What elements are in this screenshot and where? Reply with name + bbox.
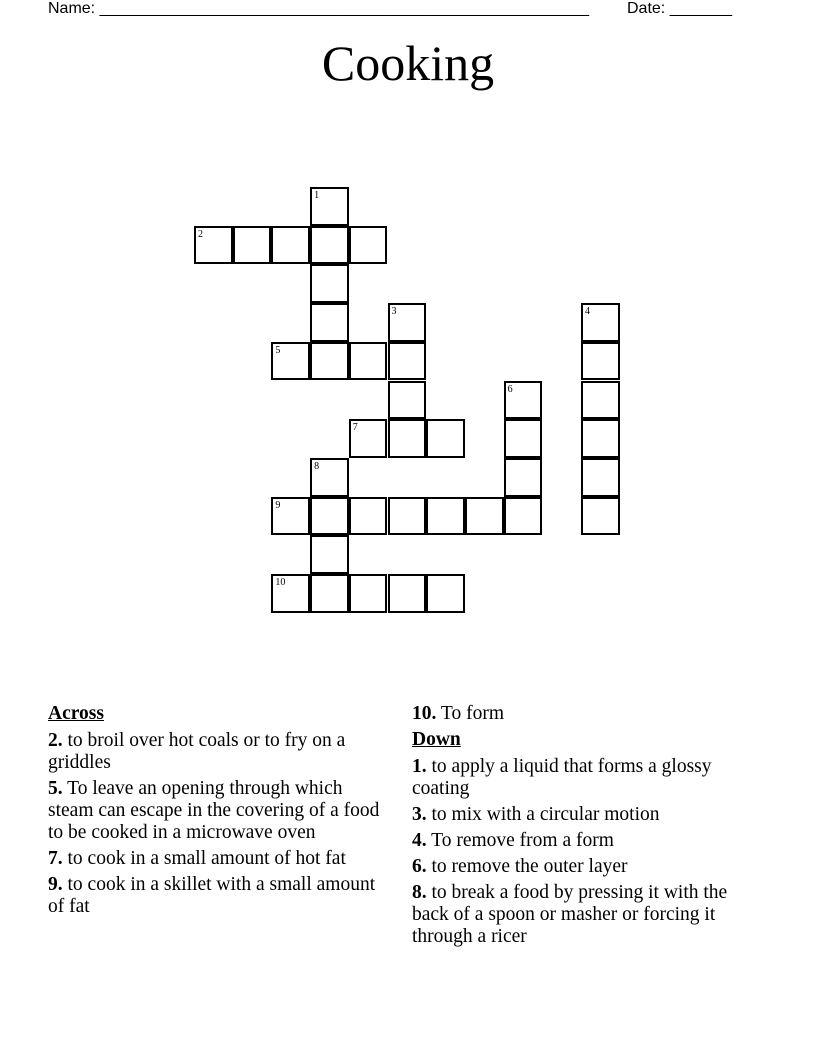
grid-cell[interactable] xyxy=(504,458,543,497)
grid-cell[interactable] xyxy=(310,535,349,574)
cell-number: 7 xyxy=(352,422,358,434)
cell-number: 1 xyxy=(314,190,320,201)
clue-text: to cook in a small amount of hot fat xyxy=(67,848,346,869)
grid-cell[interactable] xyxy=(310,264,349,303)
grid-cell[interactable] xyxy=(349,574,388,613)
cell-number: 4 xyxy=(585,306,590,318)
grid-cell[interactable] xyxy=(581,497,620,536)
grid-cell[interactable] xyxy=(388,574,427,613)
down-heading: Down xyxy=(412,729,461,750)
grid-cell[interactable] xyxy=(504,381,543,420)
grid-cell[interactable] xyxy=(310,574,349,613)
clue-number: 1. xyxy=(412,756,427,777)
clue-number: 7. xyxy=(48,848,63,869)
clue-text: to cook in a skillet with a small amount of fat xyxy=(48,874,376,917)
down-clue xyxy=(412,882,764,948)
grid-cell[interactable] xyxy=(271,226,310,265)
cell-number: 8 xyxy=(314,460,320,472)
cell-number: 9 xyxy=(275,499,281,511)
clues-column-left xyxy=(48,703,380,922)
grid-cell[interactable] xyxy=(310,458,349,497)
grid-cell[interactable] xyxy=(271,342,310,381)
grid-cell[interactable] xyxy=(504,419,543,458)
clue-number: 3. xyxy=(412,804,427,825)
cell-number: 6 xyxy=(507,383,513,395)
across-clue xyxy=(48,730,380,774)
grid-cell[interactable] xyxy=(310,226,349,265)
clues-column-right xyxy=(412,703,764,952)
clue-number: 9. xyxy=(48,874,63,895)
grid-cell[interactable] xyxy=(310,342,349,381)
clue-text: to remove the outer layer xyxy=(431,856,628,877)
clue-number: 4. xyxy=(412,830,427,851)
cell-number: 2 xyxy=(198,228,203,240)
grid-cell[interactable] xyxy=(388,381,427,420)
clue-text: to mix with a circular motion xyxy=(431,804,660,825)
cell-number: 3 xyxy=(391,306,397,318)
grid-cell[interactable] xyxy=(388,497,427,536)
down-clue xyxy=(412,756,764,800)
cell-number: 10 xyxy=(275,577,286,588)
grid-cell[interactable] xyxy=(349,497,388,536)
grid-cell[interactable] xyxy=(349,226,388,265)
clue-number: 10. xyxy=(412,703,437,724)
name-field[interactable]: Name: _______________________________________________________ xyxy=(48,0,589,17)
grid-cell[interactable] xyxy=(581,303,620,342)
grid-cell[interactable] xyxy=(581,381,620,420)
clue-text: To remove from a form xyxy=(431,830,614,851)
across-clue xyxy=(412,703,764,725)
grid-cell[interactable] xyxy=(310,187,349,226)
grid-cell[interactable] xyxy=(271,574,310,613)
grid-cell[interactable] xyxy=(426,574,465,613)
grid-cell[interactable] xyxy=(465,497,504,536)
grid-cell[interactable] xyxy=(581,419,620,458)
grid-cell[interactable] xyxy=(388,419,427,458)
clue-number: 6. xyxy=(412,856,427,877)
clue-number: 2. xyxy=(48,730,63,751)
grid-cell[interactable] xyxy=(233,226,272,265)
across-clue xyxy=(48,848,380,870)
grid-cell[interactable] xyxy=(310,497,349,536)
grid-cell[interactable] xyxy=(349,419,388,458)
grid-cell[interactable] xyxy=(194,226,233,265)
clue-number: 5. xyxy=(48,778,63,799)
clue-text: to break a food by pressing it with the back of a spoon or masher or forcing it through a ricer xyxy=(412,882,728,947)
grid-cell[interactable] xyxy=(349,342,388,381)
grid-cell[interactable] xyxy=(388,342,427,381)
clue-number: 8. xyxy=(412,882,427,903)
grid-cell[interactable] xyxy=(504,497,543,536)
down-clue xyxy=(412,856,764,878)
down-clue xyxy=(412,830,764,852)
clue-text: to apply a liquid that forms a glossy coating xyxy=(412,756,712,799)
grid-cell[interactable] xyxy=(310,303,349,342)
grid-cell[interactable] xyxy=(581,342,620,381)
down-clue xyxy=(412,804,764,826)
grid-cell[interactable] xyxy=(388,303,427,342)
across-heading: Across xyxy=(48,703,104,724)
grid-cell[interactable] xyxy=(581,458,620,497)
cell-number: 5 xyxy=(275,344,281,356)
across-clue xyxy=(48,874,380,918)
clue-text: To form xyxy=(440,703,504,724)
puzzle-title: Cooking xyxy=(321,35,495,91)
across-clue xyxy=(48,778,380,844)
grid-cell[interactable] xyxy=(271,497,310,536)
clue-text: To leave an opening through which steam can escape in the covering of a food to be cooked in a microwave oven xyxy=(48,778,380,843)
grid-cell[interactable] xyxy=(426,497,465,536)
grid-cell[interactable] xyxy=(426,419,465,458)
clue-text: to broil over hot coals or to fry on a griddles xyxy=(48,730,346,773)
date-field[interactable]: Date: _______ xyxy=(627,0,732,17)
